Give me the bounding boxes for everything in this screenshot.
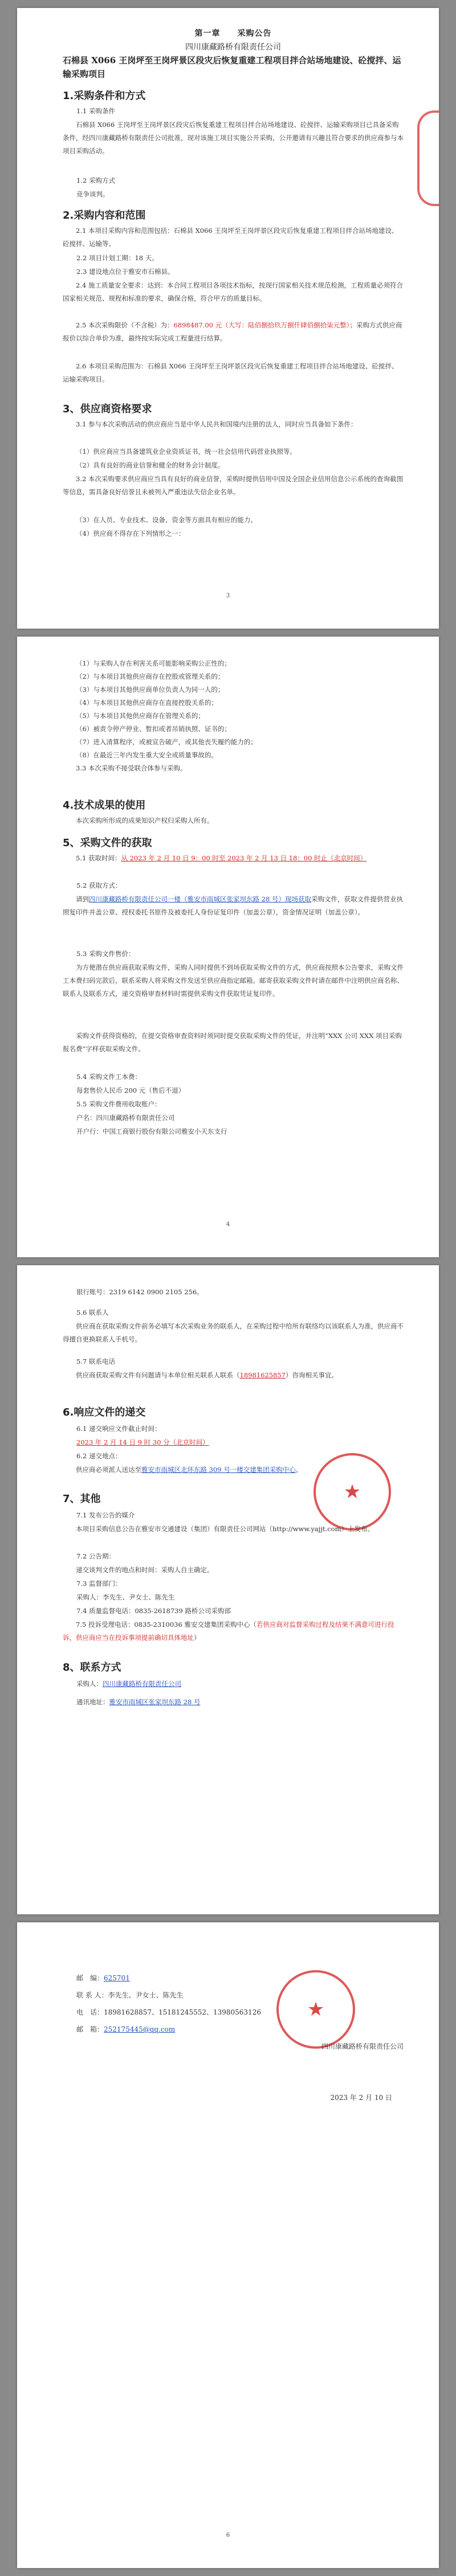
exclusion-item: （8）在最近三年内发生重大安全或质量事故的。 bbox=[76, 751, 218, 759]
submission-deadline: 2023 年 2 月 14 日 9 时 30 分（北京时间） bbox=[76, 1438, 209, 1446]
company-name: 四川康藏路桥有限责任公司 bbox=[185, 43, 281, 52]
section-7-2-heading: 7.2 公告期： bbox=[76, 1552, 115, 1560]
section-5-7-tail: ）咨询相关事宜。 bbox=[285, 1371, 338, 1379]
phone-value: 18981628857、15181245552、13980563126 bbox=[104, 2008, 261, 2016]
section-3-item-2: （2）具有良好的商业信誉和健全的财务会计制度。 bbox=[76, 461, 225, 469]
section-6-1-heading: 6.1 递交响应文件截止时间： bbox=[76, 1425, 161, 1433]
section-5-7-lead: 供应商获取采购文件有问题请与本单位相关联系人联系（ bbox=[76, 1371, 240, 1379]
postcode-row bbox=[76, 1971, 130, 1985]
section-5-7-para bbox=[63, 1369, 404, 1382]
section-2-5-para bbox=[63, 319, 404, 345]
page-number: 3 bbox=[226, 593, 230, 599]
account-bank: 开户行：中国工商银行股份有限公司雅安小天东支行 bbox=[76, 1127, 227, 1135]
section-5-2-tail: 采购文件，获取文件提供营业执照复印件并盖公章、授权委托书原件及被委托人身份证复印件（加盖公章），资金情况证明（加盖公章）。 bbox=[63, 895, 403, 916]
section-2-6-para: 2.6 本项目采购范围为：石棉县 X066 王岗坪至王岗坪景区段灾后恢复重建工程项目拌合站场地建设、砼搅拌、运输采购项目。 bbox=[63, 362, 398, 383]
fee-label: 5.4 采购文件工本费： bbox=[76, 1073, 141, 1081]
purchaser-label: 采购人： bbox=[76, 1680, 103, 1688]
section-3-2-para: 3.2 本次采购要求供应商应当具有良好的商业信誉，采购时提供信用中国及全国企业信用信息公示系统的查询截图等信息，需具备良好信誉且未被列入严重违法失信企业名单。 bbox=[63, 475, 403, 496]
section-1-1-para: 石棉县 X066 王岗坪至王岗坪景区段灾后恢复重建工程项目拌合站场地建设、砼搅拌、运输采购项目已具备采购条件，经四川康藏路桥有限责任公司批准，现对该施工项目实施公开采购，公开邀请有兴趣且符合要求的供应商参与本项目采购活动。 bbox=[63, 121, 404, 155]
purchaser-row bbox=[76, 1677, 181, 1691]
section-3-3: 3.3 本次采购不接受联合体参与采购。 bbox=[76, 764, 187, 772]
section-5-2-lead: 请到 bbox=[76, 895, 89, 903]
address-row bbox=[76, 1696, 200, 1709]
page-number: 6 bbox=[226, 2532, 230, 2538]
document-page-2 bbox=[17, 637, 439, 1257]
page-number: 4 bbox=[226, 1221, 230, 1228]
section-6-2-tail: 。 bbox=[295, 1466, 303, 1474]
account-name: 户名：四川康藏路桥有限责任公司 bbox=[76, 1114, 175, 1122]
section-7-2-para: 递交谈判文件的地点和时间：采购人自主确定。 bbox=[76, 1566, 214, 1574]
section-6-heading: 6.响应文件的递交 bbox=[63, 1406, 146, 1418]
account-number: 银行账号：2319 6142 0900 2105 256。 bbox=[76, 1288, 203, 1296]
phone-row bbox=[76, 2005, 261, 2019]
contact-value: 李先生、尹女士、陈先生 bbox=[108, 1991, 184, 1999]
section-5-6-heading: 5.6 联系人 bbox=[76, 1308, 109, 1316]
section-3-item-1: （1）供应商应当具备建筑业企业资质证书，统一社会信用代码营业执照等。 bbox=[76, 448, 296, 456]
phone-label: 电 话： bbox=[76, 2008, 104, 2016]
section-2-5-lead: 2.5 本次采购限价（不含税）为： bbox=[76, 321, 174, 329]
exclusion-item: （7）进入清算程序，或被宣告破产，或其他丧失履约能力的； bbox=[76, 738, 257, 746]
section-7-heading: 7、其他 bbox=[63, 1493, 101, 1505]
section-5-2-para bbox=[63, 893, 404, 919]
section-6-2-lead: 供应商必须派人送达至 bbox=[76, 1466, 141, 1474]
consult-phone: 18981625857 bbox=[239, 1371, 286, 1379]
exclusion-item: （3）与本项目其他供应商单位负责人为同一人的； bbox=[76, 686, 225, 694]
section-5-2-heading: 5.2 获取方式： bbox=[76, 881, 122, 889]
section-2-4-para: 2.4 施工质量安全要求：达到：本合同工程项目各项技术指标，按现行国家相关技术规范检测，工程质量必须符合国家相关规范、规程和标准的要求，确保合格，符合甲方的质量目标。 bbox=[63, 281, 403, 302]
account-title: 5.5 采购文件费用收取账户： bbox=[76, 1100, 161, 1108]
section-5-1-lead: 5.1 获取时间： bbox=[76, 854, 121, 862]
exclusion-item: （5）与本项目其他供应商存在管理关系的； bbox=[76, 712, 205, 720]
signature-seal-stamp: ★ bbox=[276, 1970, 355, 2049]
document-page-3 bbox=[17, 1265, 439, 1914]
section-2-heading: 2.采购内容和范围 bbox=[63, 210, 146, 221]
address-label: 通讯地址： bbox=[76, 1698, 109, 1706]
section-2-5-tail: ；采购方式供应商报价以综合单价为准，最终按实际完成工程量进行结算。 bbox=[63, 321, 402, 342]
address-value: 雅安市雨城区张家坝东路 28 号 bbox=[109, 1698, 201, 1706]
section-5-1-para bbox=[63, 852, 404, 865]
purchaser-value: 四川康藏路桥有限责任公司 bbox=[103, 1680, 181, 1688]
section-5-3-heading: 5.3 采购文件售价： bbox=[76, 950, 135, 958]
section-8-heading: 8、联系方式 bbox=[63, 1662, 121, 1673]
postcode-label: 邮 编： bbox=[76, 1974, 104, 1982]
submission-location-link[interactable]: 雅安市雨城区北环东路 309 号一楼交建集团采购中心 bbox=[141, 1466, 296, 1474]
acquisition-time: 从 2023 年 2 月 10 日 9：00 时至 2023 年 2 月 13 日 18：00 时止（北京时间） bbox=[121, 854, 367, 862]
section-1-heading: 1.采购条件和方式 bbox=[63, 90, 146, 102]
section-7-3-value: 采购人：李先生、尹女士、陈先生 bbox=[76, 1593, 175, 1601]
company-seal-stamp: ★ bbox=[314, 1453, 391, 1531]
exclusion-item: （1）与采购人存在利害关系可能影响采购公正性的； bbox=[76, 659, 231, 667]
chapter-heading: 第一章 采购公告 bbox=[194, 29, 272, 38]
section-2-1-para: 2.1 本项目采购内容和范围包括：石棉县 X066 王岗坪至王岗坪景区段灾后恢复重建工程项目拌合站场地建设、砼搅拌、运输等。 bbox=[63, 227, 398, 248]
complaint-note: 若供应商对监督采购过程及结果不满意可进行投诉，供应商应当在投诉事项提前确切具体地址 bbox=[63, 1621, 394, 1642]
section-4-para: 本次采购所形成的成果知识产权归采购人所有。 bbox=[76, 817, 214, 825]
section-5-heading: 5、采购文件的获取 bbox=[63, 837, 152, 849]
section-3-heading: 3、供应商资格要求 bbox=[63, 403, 152, 415]
exclusion-item: （2）与本项目其他供应商存在控股或管理关系的； bbox=[76, 672, 225, 680]
document-page-4 bbox=[17, 1922, 439, 2568]
exclusion-item: （6）被责令停产停业、暂扣或者吊销执照、证书的； bbox=[76, 725, 231, 733]
section-1-1-heading: 1.1 采购条件 bbox=[76, 107, 115, 115]
postcode-value: 625701 bbox=[104, 1974, 130, 1982]
section-3-item-4: （4）供应商不得存在下列情形之一： bbox=[76, 530, 185, 538]
section-7-1-para: 本项目采购信息公告在雅安市交通建设（集团）有限责任公司网站（http://www.yajjt.com）上发布。 bbox=[76, 1525, 374, 1533]
section-6-2-heading: 6.2 递交地点： bbox=[76, 1452, 122, 1460]
section-5-6-para: 供应商在获取采购文件前务必填写本次采购业务的联系人，在采购过程中给所有联络均以该联系人为准，供应商不得擅自更换联系人手机号。 bbox=[63, 1322, 404, 1343]
contact-label: 联 系 人： bbox=[76, 1991, 108, 1999]
exclusion-item: （4）与本项目其他供应商存在直接控股关系的； bbox=[76, 699, 218, 707]
section-1-2-value: 竞争谈判。 bbox=[76, 190, 109, 198]
budget-amount: 6898487.00 元（大写：陆佰捌拾玖万捌仟肆佰捌拾柒元整） bbox=[173, 321, 350, 329]
section-5-4-para: 采购文件获得资格的，在提交资格审查资料时须同时提交获取采购文件的凭证，并注明“XXX 公司 XXX 项目采购报名费”字样获取采购文件。 bbox=[63, 1032, 402, 1053]
section-1-2-heading: 1.2 采购方式 bbox=[76, 177, 115, 184]
email-link[interactable]: 252175445@qq.com bbox=[104, 2025, 176, 2033]
exclusion-list bbox=[63, 657, 404, 775]
document-page-1 bbox=[17, 8, 439, 629]
email-row bbox=[76, 2023, 175, 2036]
contact-row bbox=[76, 1988, 184, 2002]
section-7-5-lead: 7.5 投诉受理电话：0835-2310036 雅安交建集团采购中心（ bbox=[76, 1621, 256, 1629]
section-6-2-para bbox=[63, 1463, 404, 1476]
document-title: 石棉县 X066 王岗坪至王岗坪景区段灾后恢复重建工程项目拌合站场地建设、砼搅拌、运输采购项目 bbox=[63, 55, 401, 79]
section-2-2: 2.2 项目计划工期：18 天。 bbox=[76, 254, 158, 262]
section-7-5-para bbox=[63, 1618, 404, 1644]
email-label: 邮 箱： bbox=[76, 2025, 104, 2033]
section-7-3-heading: 7.3 监督部门： bbox=[76, 1580, 122, 1588]
section-3-item-3: （3）在人员、专业技术、设备、资金等方面具有相应的能力。 bbox=[76, 516, 257, 524]
fee-value: 每套售价人民币 200 元（售后不退） bbox=[76, 1086, 185, 1094]
section-7-1-heading: 7.1 发布公告的媒介 bbox=[76, 1511, 135, 1519]
acquisition-location-link[interactable]: 四川康藏路桥有限责任公司一楼（雅安市雨城区张家坝东路 28 号）现场获取 bbox=[89, 895, 311, 903]
section-3-1-para: 3.1 参与本次采购活动的供应商应当是中华人民共和国境内注册的法人，同时应当具备如下条件： bbox=[76, 420, 357, 428]
section-7-5-tail: ） bbox=[194, 1634, 201, 1642]
section-5-7-heading: 5.7 联系电话 bbox=[76, 1357, 115, 1365]
section-2-3: 2.3 建设地点位于雅安市石棉县。 bbox=[76, 268, 174, 276]
signature-company: 四川康藏路桥有限责任公司 bbox=[321, 2042, 404, 2050]
seam-seal-stamp bbox=[417, 110, 439, 206]
signature-date: 2023 年 2 月 10 日 bbox=[330, 2094, 392, 2102]
section-7-4: 7.4 质量监督电话：0835-2618739 路桥公司采购部 bbox=[76, 1607, 231, 1615]
section-4-heading: 4.技术成果的使用 bbox=[63, 799, 146, 811]
section-5-3-para: 为方便潜在供应商获取采购文件，采购人同时提供不到场获取采购文件的方式，供应商按照本公告要求，采购文件工本费扫码完款后，联系采购人将采购文件发送至供应商指定邮箱。邮寄获取采购文件时请在邮件中注明供应商名称、联系人及联系方式，递交资格审查材料时需提供采购文件获取凭证复印件。 bbox=[63, 963, 404, 998]
